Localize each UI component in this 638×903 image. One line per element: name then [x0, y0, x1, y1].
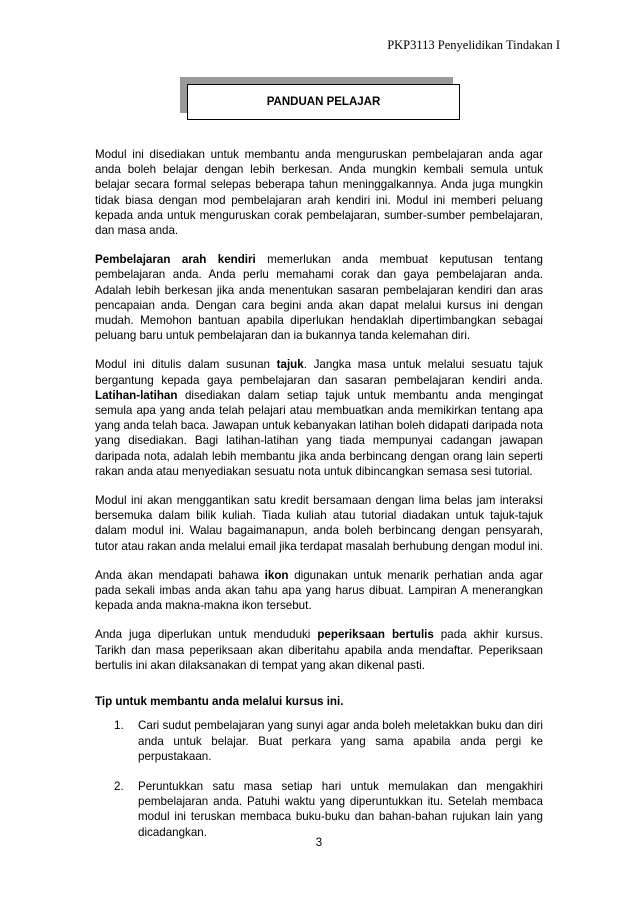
list-item-text: Cari sudut pembelajaran yang sunyi agar anda boleh meletakkan buku dan diri anda untuk belajar. Buat perkara yang sama apabila anda pergi ke perpustakaan. — [138, 719, 543, 763]
paragraph-intro: Modul ini disediakan untuk membantu anda menguruskan pembelajaran anda agar anda boleh belajar dengan lebih berkesan. Anda mungkin kembali semula untuk belajar secara formal selepas beberapa tahun meninggalkannya. Anda juga mungkin tidak biasa dengan mod pembelajaran arah kendiri ini. Modul ini memberi peluang kepada anda untuk menguruskan corak pembelajaran, sumber-sumber pembelajaran, dan masa anda. — [95, 148, 543, 238]
title-box — [187, 84, 460, 120]
paragraph-text: digunakan untuk menarik perhatian anda agar pada sekali imbas anda akan tahu apa yang harus dibuat. Lampiran A menerangkan kepada anda makna-makna ikon tersebut. — [95, 568, 543, 613]
term-self-directed: Pembelajaran arah kendiri — [95, 253, 256, 267]
paragraph-text: . Jangka masa untuk melalui sesuatu tajuk bergantung kepada gaya pembelajaran dan sasaran pembelajaran kendiri anda. — [95, 358, 543, 387]
list-item-number: 1. — [114, 719, 124, 733]
paragraph-icons — [95, 568, 543, 614]
paragraph-text: Anda akan mendapati bahawa — [95, 568, 265, 582]
paragraph-text: Modul ini ditulis dalam susunan — [95, 358, 277, 372]
paragraph-self-directed — [95, 252, 543, 343]
paragraph-text: disediakan dalam setiap tajuk untuk membantu anda mengingat semula apa yang anda telah pelajari atau membuatkan anda memikirkan tentang apa yang anda telah baca. Jawapan untuk kebanyakan latihan boleh didapati daripada nota yang disediakan. Bagi latihan-latihan yang tiada mempunyai cadangan jawapan daripada nota, adalah lebih membantu jika anda berbincang dengan orang lain seperti rakan anda atau menyediakan sesuatu nota untuk dibincangkan semasa sesi tutorial. — [95, 388, 543, 478]
term-topic: tajuk — [276, 358, 304, 372]
paragraph-module-structure — [95, 357, 543, 479]
paragraph-text: memerlukan anda membuat keputusan tentang pembelajaran anda. Anda perlu memahami corak dan gaya pembelajaran anda. Adalah lebih berkesan jika anda menentukan sasaran pembelajaran kendiri dan aras pencapaian anda. Dengan cara begini anda akan dapat melalui kursus ini dengan mudah. Memohon bantuan apabila diperlukan hendaklah dipertimbangkan sebagai peluang baru untuk pembelajaran dan ia bukannya tanda kelemahan diri. — [95, 253, 543, 343]
list-item — [114, 718, 543, 764]
document-body — [95, 147, 543, 855]
page-number: 3 — [315, 837, 323, 849]
paragraph-credit: Modul ini akan menggantikan satu kredit bersamaan dengan lima belas jam interaksi bersemuka dalam bilik kuliah. Tiada kuliah atau tutorial diadakan untuk tajuk-tajuk dalam modul ini. Walau bagaimanapun, anda boleh berbincang dengan pensyarah, tutor atau rakan anda melalui email jika terdapat masalah berhubung dengan modul ini. — [95, 494, 543, 553]
tips-list — [95, 718, 543, 839]
term-written-exam: peperiksaan bertulis — [317, 628, 434, 642]
running-header: PKP3113 Penyelidikan Tindakan I — [387, 38, 560, 52]
paragraph-text: Anda juga diperlukan untuk menduduki — [95, 628, 318, 642]
tips-heading: Tip untuk membantu anda melalui kursus ini. — [95, 695, 344, 709]
list-item-text: Peruntukkan satu masa setiap hari untuk memulakan dan mengakhiri pembelajaran anda. Patuhi waktu yang diperuntukkan itu. Setelah membaca modul ini teruskan membaca buku-buku dan bahan-bahan rujukan lain yang dicadangkan. — [138, 779, 543, 839]
list-item-number: 2. — [114, 779, 124, 793]
page-title: PANDUAN PELAJAR — [266, 96, 381, 108]
paragraph-text: pada akhir kursus. Tarikh dan masa peperiksaan akan diberitahu apabila anda mendaftar. Peperiksaan bertulis ini akan dilaksanakan di tempat yang akan dikenal pasti. — [95, 628, 543, 672]
list-item — [114, 779, 543, 840]
term-exercises: Latihan-latihan — [95, 388, 178, 402]
paragraph-exam — [95, 627, 543, 673]
term-icon: ikon — [264, 568, 289, 582]
